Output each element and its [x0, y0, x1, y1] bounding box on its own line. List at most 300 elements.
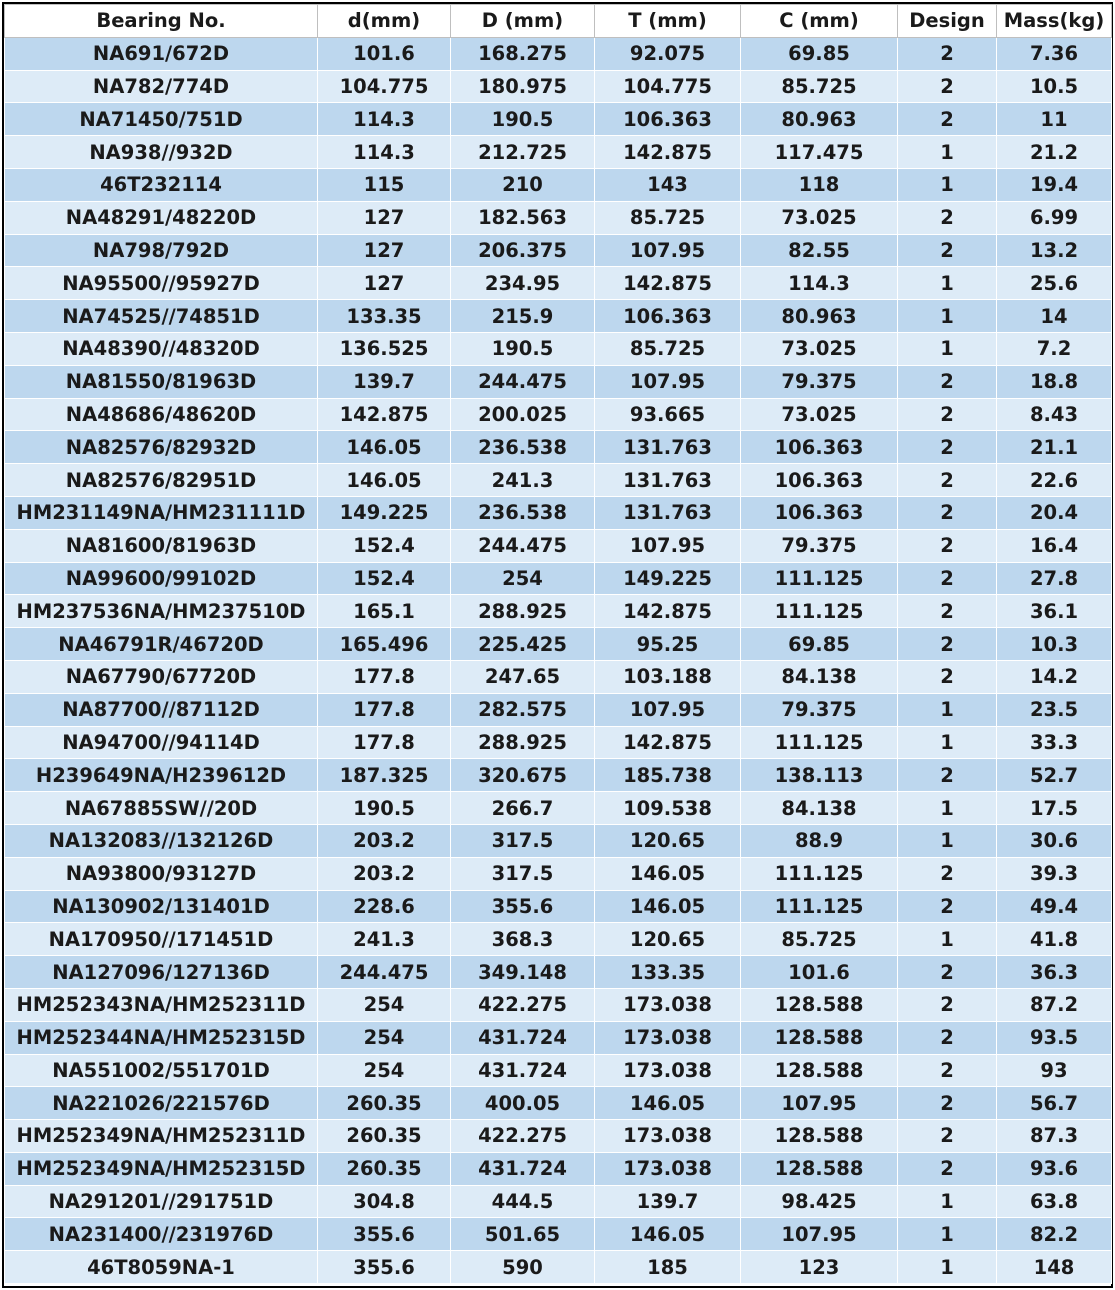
cell-t: 146.05	[595, 890, 741, 923]
table-row	[5, 857, 1112, 890]
table-row	[5, 562, 1112, 595]
cell-outer-d: 320.675	[451, 759, 595, 792]
cell-bearing-no: HM252349NA/HM252311D	[5, 1120, 318, 1153]
cell-t: 131.763	[595, 431, 741, 464]
cell-mass: 41.8	[997, 923, 1112, 956]
cell-mass: 7.2	[997, 332, 1112, 365]
cell-d: 177.8	[318, 726, 451, 759]
cell-d: 241.3	[318, 923, 451, 956]
cell-d: 187.325	[318, 759, 451, 792]
cell-t: 103.188	[595, 660, 741, 693]
cell-outer-d: 282.575	[451, 693, 595, 726]
cell-bearing-no: NA99600/99102D	[5, 562, 318, 595]
cell-t: 173.038	[595, 988, 741, 1021]
cell-c: 123	[741, 1251, 898, 1284]
table-row	[5, 103, 1112, 136]
cell-bearing-no: NA782/774D	[5, 70, 318, 103]
cell-t: 120.65	[595, 923, 741, 956]
cell-bearing-no: NA82576/82932D	[5, 431, 318, 464]
cell-mass: 93.5	[997, 1021, 1112, 1054]
cell-t: 85.725	[595, 332, 741, 365]
cell-d: 244.475	[318, 956, 451, 989]
cell-outer-d: 206.375	[451, 234, 595, 267]
cell-c: 128.588	[741, 1021, 898, 1054]
table-row	[5, 1087, 1112, 1120]
table-row	[5, 660, 1112, 693]
cell-c: 85.725	[741, 923, 898, 956]
cell-d: 152.4	[318, 562, 451, 595]
cell-bearing-no: NA87700//87112D	[5, 693, 318, 726]
cell-c: 80.963	[741, 103, 898, 136]
table-row	[5, 365, 1112, 398]
cell-bearing-no: NA132083//132126D	[5, 824, 318, 857]
cell-bearing-no: NA938//932D	[5, 136, 318, 169]
cell-design: 1	[898, 1218, 997, 1251]
cell-mass: 36.1	[997, 595, 1112, 628]
cell-t: 95.25	[595, 628, 741, 661]
table-row	[5, 431, 1112, 464]
cell-outer-d: 236.538	[451, 496, 595, 529]
cell-d: 304.8	[318, 1185, 451, 1218]
cell-outer-d: 236.538	[451, 431, 595, 464]
table-row	[5, 70, 1112, 103]
cell-bearing-no: NA67790/67720D	[5, 660, 318, 693]
cell-t: 173.038	[595, 1120, 741, 1153]
cell-t: 146.05	[595, 1218, 741, 1251]
cell-c: 138.113	[741, 759, 898, 792]
cell-design: 2	[898, 857, 997, 890]
cell-bearing-no: NA67885SW//20D	[5, 792, 318, 825]
cell-design: 2	[898, 1054, 997, 1087]
table-row	[5, 1021, 1112, 1054]
cell-d: 104.775	[318, 70, 451, 103]
cell-d: 142.875	[318, 398, 451, 431]
cell-outer-d: 288.925	[451, 595, 595, 628]
cell-c: 106.363	[741, 431, 898, 464]
cell-outer-d: 368.3	[451, 923, 595, 956]
table-row	[5, 792, 1112, 825]
cell-t: 107.95	[595, 693, 741, 726]
cell-design: 2	[898, 201, 997, 234]
cell-design: 2	[898, 562, 997, 595]
cell-d: 165.496	[318, 628, 451, 661]
cell-c: 111.125	[741, 562, 898, 595]
cell-d: 355.6	[318, 1218, 451, 1251]
cell-d: 165.1	[318, 595, 451, 628]
cell-c: 69.85	[741, 628, 898, 661]
cell-outer-d: 168.275	[451, 37, 595, 70]
cell-d: 136.525	[318, 332, 451, 365]
cell-bearing-no: HM252349NA/HM252315D	[5, 1152, 318, 1185]
cell-t: 107.95	[595, 365, 741, 398]
header-bearing-no: Bearing No.	[5, 5, 318, 38]
table-row	[5, 136, 1112, 169]
cell-mass: 36.3	[997, 956, 1112, 989]
cell-design: 1	[898, 267, 997, 300]
cell-design: 2	[898, 431, 997, 464]
cell-t: 146.05	[595, 1087, 741, 1120]
cell-t: 92.075	[595, 37, 741, 70]
cell-outer-d: 225.425	[451, 628, 595, 661]
cell-mass: 25.6	[997, 267, 1112, 300]
cell-design: 2	[898, 464, 997, 497]
cell-design: 2	[898, 398, 997, 431]
cell-bearing-no: NA48390//48320D	[5, 332, 318, 365]
cell-t: 173.038	[595, 1054, 741, 1087]
cell-outer-d: 444.5	[451, 1185, 595, 1218]
cell-t: 109.538	[595, 792, 741, 825]
table-row	[5, 234, 1112, 267]
cell-d: 177.8	[318, 693, 451, 726]
cell-mass: 49.4	[997, 890, 1112, 923]
cell-c: 73.025	[741, 201, 898, 234]
cell-outer-d: 501.65	[451, 1218, 595, 1251]
table-row	[5, 398, 1112, 431]
cell-mass: 6.99	[997, 201, 1112, 234]
cell-mass: 7.36	[997, 37, 1112, 70]
table-row	[5, 496, 1112, 529]
table-row	[5, 267, 1112, 300]
cell-t: 104.775	[595, 70, 741, 103]
cell-c: 111.125	[741, 726, 898, 759]
cell-c: 128.588	[741, 1120, 898, 1153]
cell-c: 73.025	[741, 398, 898, 431]
cell-bearing-no: NA551002/551701D	[5, 1054, 318, 1087]
cell-mass: 14	[997, 300, 1112, 333]
cell-c: 79.375	[741, 529, 898, 562]
header-t: T (mm)	[595, 5, 741, 38]
cell-bearing-no: NA170950//171451D	[5, 923, 318, 956]
cell-bearing-no: HM252343NA/HM252311D	[5, 988, 318, 1021]
cell-c: 106.363	[741, 496, 898, 529]
cell-outer-d: 244.475	[451, 365, 595, 398]
cell-t: 106.363	[595, 300, 741, 333]
cell-d: 260.35	[318, 1087, 451, 1120]
cell-d: 260.35	[318, 1120, 451, 1153]
cell-mass: 23.5	[997, 693, 1112, 726]
cell-outer-d: 288.925	[451, 726, 595, 759]
cell-t: 185.738	[595, 759, 741, 792]
cell-outer-d: 400.05	[451, 1087, 595, 1120]
table-row	[5, 332, 1112, 365]
cell-outer-d: 349.148	[451, 956, 595, 989]
cell-t: 120.65	[595, 824, 741, 857]
cell-d: 228.6	[318, 890, 451, 923]
cell-d: 101.6	[318, 37, 451, 70]
cell-design: 2	[898, 1120, 997, 1153]
cell-design: 1	[898, 136, 997, 169]
cell-c: 98.425	[741, 1185, 898, 1218]
cell-c: 84.138	[741, 792, 898, 825]
cell-design: 2	[898, 890, 997, 923]
cell-t: 107.95	[595, 529, 741, 562]
cell-design: 2	[898, 595, 997, 628]
cell-bearing-no: NA48686/48620D	[5, 398, 318, 431]
cell-outer-d: 422.275	[451, 1120, 595, 1153]
cell-d: 203.2	[318, 824, 451, 857]
cell-outer-d: 234.95	[451, 267, 595, 300]
cell-d: 127	[318, 201, 451, 234]
cell-design: 2	[898, 1021, 997, 1054]
cell-design: 1	[898, 693, 997, 726]
table-row	[5, 890, 1112, 923]
cell-design: 2	[898, 628, 997, 661]
cell-bearing-no: NA94700//94114D	[5, 726, 318, 759]
cell-outer-d: 190.5	[451, 332, 595, 365]
cell-mass: 33.3	[997, 726, 1112, 759]
cell-design: 2	[898, 103, 997, 136]
cell-outer-d: 244.475	[451, 529, 595, 562]
cell-d: 146.05	[318, 431, 451, 464]
cell-bearing-no: NA93800/93127D	[5, 857, 318, 890]
table-row	[5, 1152, 1112, 1185]
cell-t: 142.875	[595, 267, 741, 300]
header-design: Design	[898, 5, 997, 38]
cell-design: 1	[898, 923, 997, 956]
cell-c: 128.588	[741, 988, 898, 1021]
cell-d: 127	[318, 234, 451, 267]
cell-d: 203.2	[318, 857, 451, 890]
header-row	[5, 5, 1112, 38]
header-d: d(mm)	[318, 5, 451, 38]
cell-c: 73.025	[741, 332, 898, 365]
cell-mass: 87.3	[997, 1120, 1112, 1153]
cell-mass: 21.2	[997, 136, 1112, 169]
cell-mass: 87.2	[997, 988, 1112, 1021]
cell-bearing-no: NA221026/221576D	[5, 1087, 318, 1120]
cell-t: 93.665	[595, 398, 741, 431]
table-row	[5, 693, 1112, 726]
cell-d: 177.8	[318, 660, 451, 693]
header-mass: Mass(kg)	[997, 5, 1112, 38]
cell-bearing-no: NA291201//291751D	[5, 1185, 318, 1218]
cell-design: 2	[898, 234, 997, 267]
cell-outer-d: 317.5	[451, 824, 595, 857]
cell-design: 2	[898, 1152, 997, 1185]
cell-outer-d: 182.563	[451, 201, 595, 234]
cell-bearing-no: 46T232114	[5, 168, 318, 201]
cell-d: 190.5	[318, 792, 451, 825]
cell-design: 2	[898, 988, 997, 1021]
cell-mass: 11	[997, 103, 1112, 136]
cell-mass: 16.4	[997, 529, 1112, 562]
cell-t: 143	[595, 168, 741, 201]
cell-bearing-no: H239649NA/H239612D	[5, 759, 318, 792]
cell-mass: 14.2	[997, 660, 1112, 693]
cell-c: 101.6	[741, 956, 898, 989]
cell-outer-d: 254	[451, 562, 595, 595]
cell-t: 133.35	[595, 956, 741, 989]
cell-c: 107.95	[741, 1087, 898, 1120]
cell-mass: 20.4	[997, 496, 1112, 529]
cell-mass: 18.8	[997, 365, 1112, 398]
table-row	[5, 464, 1112, 497]
table-row	[5, 759, 1112, 792]
cell-design: 1	[898, 168, 997, 201]
cell-d: 115	[318, 168, 451, 201]
header-c: C (mm)	[741, 5, 898, 38]
cell-bearing-no: NA46791R/46720D	[5, 628, 318, 661]
header-outer-d: D (mm)	[451, 5, 595, 38]
cell-design: 1	[898, 332, 997, 365]
cell-outer-d: 215.9	[451, 300, 595, 333]
cell-mass: 19.4	[997, 168, 1112, 201]
table-row	[5, 956, 1112, 989]
cell-outer-d: 200.025	[451, 398, 595, 431]
table-row	[5, 1185, 1112, 1218]
cell-design: 1	[898, 300, 997, 333]
cell-t: 173.038	[595, 1152, 741, 1185]
cell-c: 111.125	[741, 595, 898, 628]
cell-bearing-no: NA127096/127136D	[5, 956, 318, 989]
cell-d: 355.6	[318, 1251, 451, 1284]
cell-outer-d: 431.724	[451, 1054, 595, 1087]
cell-c: 79.375	[741, 693, 898, 726]
table-row	[5, 37, 1112, 70]
table-row	[5, 726, 1112, 759]
cell-bearing-no: NA691/672D	[5, 37, 318, 70]
cell-d: 254	[318, 1021, 451, 1054]
cell-t: 131.763	[595, 464, 741, 497]
table-row	[5, 824, 1112, 857]
table-row	[5, 923, 1112, 956]
cell-design: 2	[898, 365, 997, 398]
cell-d: 139.7	[318, 365, 451, 398]
cell-outer-d: 212.725	[451, 136, 595, 169]
cell-mass: 27.8	[997, 562, 1112, 595]
cell-bearing-no: NA95500//95927D	[5, 267, 318, 300]
cell-design: 2	[898, 496, 997, 529]
cell-c: 111.125	[741, 890, 898, 923]
cell-mass: 148	[997, 1251, 1112, 1284]
cell-design: 2	[898, 660, 997, 693]
cell-outer-d: 422.275	[451, 988, 595, 1021]
cell-design: 2	[898, 956, 997, 989]
cell-mass: 93	[997, 1054, 1112, 1087]
table-row	[5, 1120, 1112, 1153]
cell-t: 142.875	[595, 136, 741, 169]
cell-t: 139.7	[595, 1185, 741, 1218]
cell-mass: 56.7	[997, 1087, 1112, 1120]
cell-design: 2	[898, 70, 997, 103]
cell-d: 133.35	[318, 300, 451, 333]
cell-mass: 17.5	[997, 792, 1112, 825]
cell-c: 117.475	[741, 136, 898, 169]
cell-t: 173.038	[595, 1021, 741, 1054]
cell-t: 149.225	[595, 562, 741, 595]
cell-mass: 63.8	[997, 1185, 1112, 1218]
cell-mass: 22.6	[997, 464, 1112, 497]
cell-bearing-no: HM237536NA/HM237510D	[5, 595, 318, 628]
cell-design: 2	[898, 1087, 997, 1120]
table-frame	[2, 2, 1113, 1288]
cell-mass: 8.43	[997, 398, 1112, 431]
cell-d: 127	[318, 267, 451, 300]
cell-t: 106.363	[595, 103, 741, 136]
cell-bearing-no: NA48291/48220D	[5, 201, 318, 234]
cell-c: 114.3	[741, 267, 898, 300]
cell-design: 2	[898, 529, 997, 562]
table-header	[5, 5, 1112, 38]
cell-bearing-no: NA130902/131401D	[5, 890, 318, 923]
cell-t: 146.05	[595, 857, 741, 890]
table-row	[5, 529, 1112, 562]
cell-outer-d: 190.5	[451, 103, 595, 136]
cell-t: 185	[595, 1251, 741, 1284]
cell-bearing-no: NA798/792D	[5, 234, 318, 267]
cell-design: 1	[898, 792, 997, 825]
cell-d: 114.3	[318, 103, 451, 136]
cell-t: 142.875	[595, 726, 741, 759]
cell-c: 106.363	[741, 464, 898, 497]
cell-bearing-no: NA71450/751D	[5, 103, 318, 136]
cell-outer-d: 180.975	[451, 70, 595, 103]
cell-d: 254	[318, 988, 451, 1021]
cell-d: 260.35	[318, 1152, 451, 1185]
cell-design: 2	[898, 37, 997, 70]
cell-outer-d: 241.3	[451, 464, 595, 497]
cell-bearing-no: NA231400//231976D	[5, 1218, 318, 1251]
cell-t: 142.875	[595, 595, 741, 628]
cell-outer-d: 317.5	[451, 857, 595, 890]
cell-c: 82.55	[741, 234, 898, 267]
cell-c: 80.963	[741, 300, 898, 333]
cell-design: 1	[898, 1251, 997, 1284]
table-row	[5, 1218, 1112, 1251]
cell-bearing-no: NA81550/81963D	[5, 365, 318, 398]
cell-mass: 21.1	[997, 431, 1112, 464]
cell-c: 111.125	[741, 857, 898, 890]
cell-d: 152.4	[318, 529, 451, 562]
table-row	[5, 300, 1112, 333]
cell-design: 1	[898, 1185, 997, 1218]
cell-bearing-no: NA82576/82951D	[5, 464, 318, 497]
cell-outer-d: 210	[451, 168, 595, 201]
cell-outer-d: 590	[451, 1251, 595, 1284]
cell-c: 128.588	[741, 1054, 898, 1087]
table-row	[5, 1054, 1112, 1087]
cell-mass: 30.6	[997, 824, 1112, 857]
cell-mass: 82.2	[997, 1218, 1112, 1251]
cell-outer-d: 266.7	[451, 792, 595, 825]
cell-bearing-no: HM252344NA/HM252315D	[5, 1021, 318, 1054]
cell-c: 69.85	[741, 37, 898, 70]
cell-outer-d: 247.65	[451, 660, 595, 693]
table-row	[5, 201, 1112, 234]
cell-mass: 39.3	[997, 857, 1112, 890]
cell-bearing-no: 46T8059NA-1	[5, 1251, 318, 1284]
table-row	[5, 168, 1112, 201]
cell-c: 79.375	[741, 365, 898, 398]
cell-c: 84.138	[741, 660, 898, 693]
bearing-table	[4, 4, 1112, 1284]
table-row	[5, 1251, 1112, 1284]
table-body	[5, 37, 1112, 1283]
cell-t: 107.95	[595, 234, 741, 267]
cell-c: 128.588	[741, 1152, 898, 1185]
cell-t: 131.763	[595, 496, 741, 529]
cell-design: 2	[898, 759, 997, 792]
cell-mass: 10.5	[997, 70, 1112, 103]
cell-c: 118	[741, 168, 898, 201]
cell-c: 107.95	[741, 1218, 898, 1251]
cell-mass: 13.2	[997, 234, 1112, 267]
cell-outer-d: 431.724	[451, 1021, 595, 1054]
cell-outer-d: 431.724	[451, 1152, 595, 1185]
cell-t: 85.725	[595, 201, 741, 234]
cell-c: 88.9	[741, 824, 898, 857]
cell-bearing-no: NA74525//74851D	[5, 300, 318, 333]
